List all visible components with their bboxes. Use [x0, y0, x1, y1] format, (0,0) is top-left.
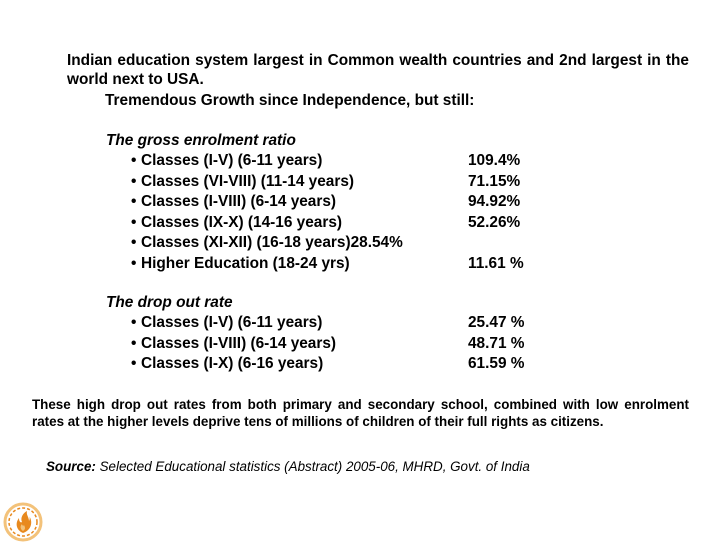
bullet-icon: •: [131, 355, 137, 372]
item-label: Classes (I-VIII) (6-14 years): [141, 193, 337, 210]
dropout-rate-heading: The drop out rate: [106, 294, 233, 311]
gross-enrolment-heading: The gross enrolment ratio: [106, 132, 296, 149]
bullet-icon: •: [131, 172, 137, 190]
item-value: 28.54%: [350, 234, 403, 251]
item-label: Classes (I-VIII) (6-14 years): [141, 334, 337, 352]
source-text: Selected Educational statistics (Abstract) 2005-06, MHRD, Govt. of India: [99, 459, 530, 474]
item-value: 109.4%: [468, 152, 521, 169]
bullet-icon: •: [131, 314, 137, 331]
item-value: 11.61 %: [468, 254, 524, 272]
item-label: Classes (VI-VIII) (11-14 years): [141, 172, 355, 190]
item-label: Classes (I-X) (6-16 years): [141, 355, 324, 372]
list-item: [131, 213, 521, 234]
item-value: 61.59 %: [468, 355, 525, 372]
list-item: [131, 254, 524, 275]
list-item: [131, 172, 521, 193]
bullet-icon: •: [131, 234, 137, 251]
list-item: [131, 151, 521, 172]
bullet-icon: •: [131, 152, 137, 169]
item-value: 25.47 %: [468, 314, 525, 331]
item-value: 71.15%: [468, 172, 521, 190]
item-label: Classes (XI-XII) (16-18 years): [141, 234, 351, 251]
list-item: [131, 354, 525, 375]
list-item: [131, 334, 525, 355]
flame-logo-icon: [2, 500, 44, 544]
item-value: 94.92%: [468, 193, 521, 210]
bullet-icon: •: [131, 334, 137, 352]
list-item: [131, 192, 521, 213]
list-item: [131, 313, 525, 334]
dropout-note: These high drop out rates from both primary and secondary school, combined with low enrolment rates at the higher levels deprive tens of millions of children of their full rights as citizens.: [32, 397, 689, 429]
item-label: Classes (I-V) (6-11 years): [141, 152, 323, 169]
growth-subheading: Tremendous Growth since Independence, but still:: [105, 92, 475, 109]
source-label: Source:: [46, 459, 96, 474]
source-citation: [46, 458, 530, 475]
item-label: Classes (I-V) (6-11 years): [141, 314, 323, 331]
item-value: 48.71 %: [468, 334, 525, 352]
item-value: 52.26%: [468, 213, 521, 231]
item-label: Higher Education (18-24 yrs): [141, 254, 350, 272]
bullet-icon: •: [131, 213, 137, 231]
bullet-icon: •: [131, 193, 137, 210]
list-item: [131, 233, 403, 254]
gross-enrolment-list: [131, 151, 524, 274]
intro-paragraph: Indian education system largest in Common wealth countries and 2nd largest in the world next to USA.: [67, 52, 689, 88]
item-label: Classes (IX-X) (14-16 years): [141, 213, 343, 231]
bullet-icon: •: [131, 254, 137, 272]
dropout-rate-list: [131, 313, 525, 375]
